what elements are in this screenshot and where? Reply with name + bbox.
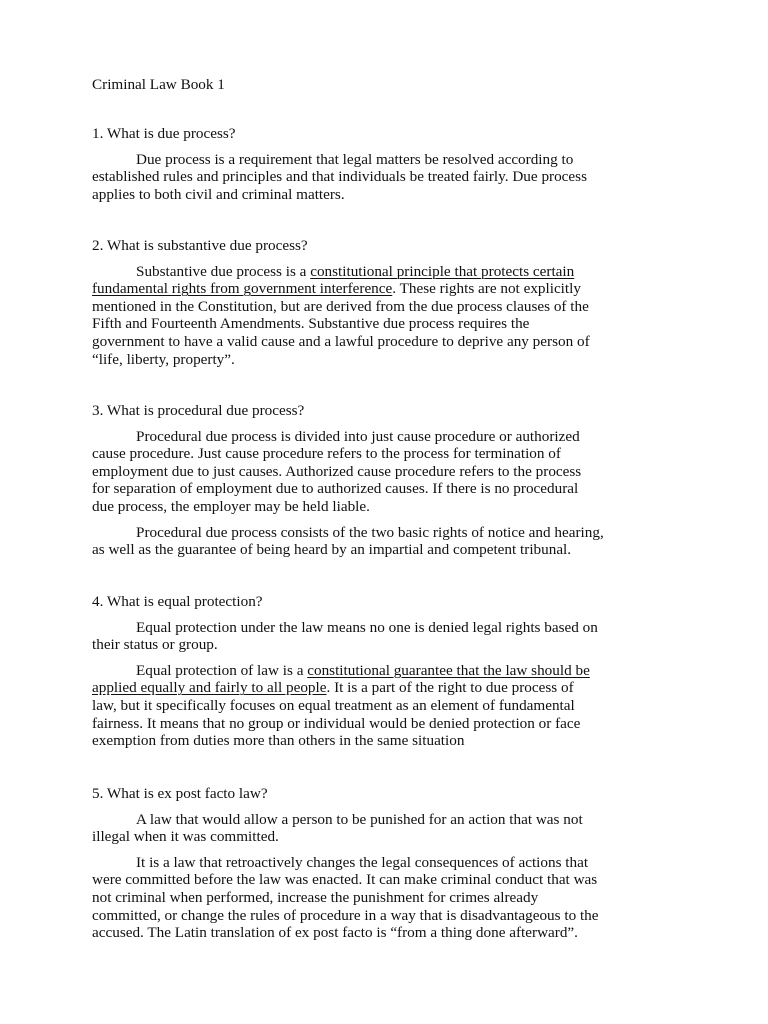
answer-paragraph [92, 428, 692, 516]
section-substantive-due-process [92, 237, 692, 368]
underlined-phrase: constitutional guarantee that the law should be [307, 661, 590, 679]
paragraph-line: “life, liberty, property”. [92, 350, 235, 368]
paragraph-line: were committed before the law was enacted. It can make criminal conduct that was [92, 871, 598, 889]
text-segment: Equal protection of law is a [136, 661, 308, 679]
answer-paragraph [92, 151, 692, 204]
paragraph-line: employment due to just causes. Authorized cause procedure refers to the process [92, 462, 582, 480]
underlined-phrase: fundamental rights from government interference [92, 280, 393, 298]
paragraph-line: committed, or change the rules of procedure in a way that is disadvantageous to the [92, 906, 599, 924]
paragraph-line: mentioned in the Constitution, but are derived from the due process clauses of the [92, 297, 589, 315]
section-ex-post-facto [92, 785, 692, 942]
paragraph-line: government to have a valid cause and a lawful procedure to deprive any person of [92, 332, 590, 350]
paragraph-line: Procedural due process is divided into just cause procedure or authorized [136, 427, 580, 445]
paragraph-line [92, 280, 692, 298]
answer-paragraph [92, 662, 692, 750]
underlined-phrase: applied equally and fairly to all people [92, 679, 327, 697]
question-heading: 1. What is due process? [92, 125, 236, 142]
section-due-process [92, 125, 692, 203]
paragraph-line: Fifth and Fourteenth Amendments. Substantive due process requires the [92, 315, 530, 333]
paragraph-line: their status or group. [92, 636, 218, 654]
answer-paragraph [92, 524, 692, 559]
text-segment: . It is a part of the right to due process of [326, 679, 574, 697]
paragraph-line: fairness. It means that no group or individual would be denied protection or face [92, 714, 581, 732]
paragraph-line: applies to both civil and criminal matters. [92, 185, 345, 203]
paragraph-line [92, 662, 692, 680]
underlined-phrase: constitutional principle that protects certain [310, 262, 575, 280]
text-segment: Substantive due process is a [136, 262, 311, 280]
paragraph-line: It is a law that retroactively changes the legal consequences of actions that [136, 853, 589, 871]
answer-paragraph [92, 854, 692, 942]
section-procedural-due-process [92, 402, 692, 559]
question-heading: 2. What is substantive due process? [92, 237, 308, 254]
paragraph-line: as well as the guarantee of being heard by an impartial and competent tribunal. [92, 541, 572, 559]
paragraph-line: law, but it specifically focuses on equal treatment as an element of fundamental [92, 696, 575, 714]
paragraph-line: established rules and principles and that individuals be treated fairly. Due process [92, 168, 587, 186]
document-title: Criminal Law Book 1 [92, 76, 225, 93]
question-heading: 3. What is procedural due process? [92, 402, 305, 419]
paragraph-line: Equal protection under the law means no one is denied legal rights based on [136, 618, 598, 636]
answer-paragraph [92, 263, 692, 369]
paragraph-line: not criminal when performed, increase the punishment for crimes already [92, 888, 539, 906]
paragraph-line: Procedural due process consists of the two basic rights of notice and hearing, [136, 523, 604, 541]
question-heading: 5. What is ex post facto law? [92, 785, 268, 802]
paragraph-line: exemption from duties more than others in the same situation [92, 732, 465, 750]
paragraph-line: illegal when it was committed. [92, 828, 279, 846]
text-segment: . These rights are not explicitly [392, 280, 581, 298]
paragraph-line [92, 679, 692, 697]
paragraph-line: A law that would allow a person to be punished for an action that was not [136, 810, 583, 828]
paragraph-line: for separation of employment due to authorized causes. If there is no procedural [92, 480, 579, 498]
paragraph-line [92, 263, 692, 281]
paragraph-line: accused. The Latin translation of ex post facto is “from a thing done afterward”. [92, 924, 578, 942]
question-heading: 4. What is equal protection? [92, 593, 263, 610]
section-equal-protection [92, 593, 692, 750]
paragraph-line: Due process is a requirement that legal matters be resolved according to [136, 150, 574, 168]
paragraph-line: due process, the employer may be held liable. [92, 497, 370, 515]
answer-paragraph [92, 811, 692, 846]
paragraph-line: cause procedure. Just cause procedure refers to the process for termination of [92, 445, 561, 463]
answer-paragraph [92, 619, 692, 654]
